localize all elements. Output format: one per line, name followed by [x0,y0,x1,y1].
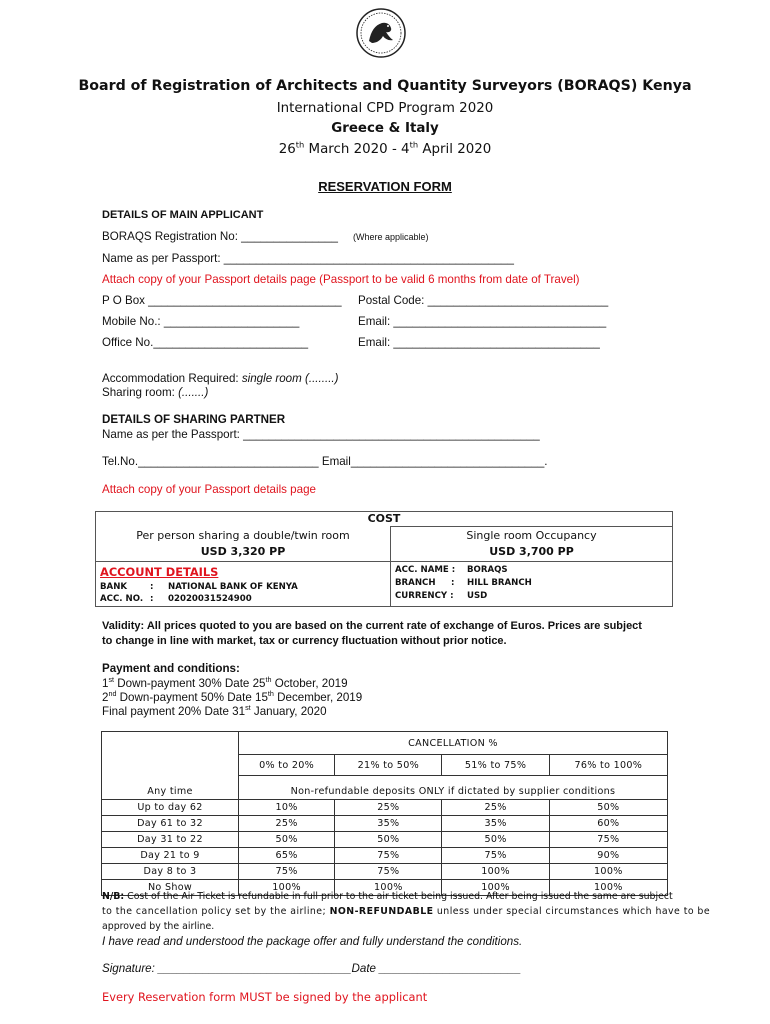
acc-name-row: ACC. NAME : BORAQS [395,564,508,575]
form-title: RESERVATION FORM [318,179,452,194]
po-box-field[interactable]: P O Box ______________________________ [102,294,342,307]
cancel-col-header: 76% to 100% [549,755,667,776]
reg-no-field[interactable]: BORAQS Registration No: _______________ [102,230,338,243]
partner-tel-email-field[interactable]: Tel.No.____________________________ Email______________________________. [102,455,548,468]
sharing-partner-heading: DETAILS OF SHARING PARTNER [102,413,286,426]
table-row: Up to day 62 10% 25% 25% 50% [102,800,668,816]
table-row: Day 31 to 22 50% 50% 50% 75% [102,832,668,848]
payment-line-2: 2nd Down-payment 50% Date 15th December, 2019 [102,689,363,704]
partner-name-field[interactable]: Name as per the Passport: ______________________________________________ [102,428,540,441]
cancel-corner-cell [102,732,239,785]
signature-date-line[interactable]: Signature: ______________________________Date ______________________ [102,962,522,975]
account-details-heading: ACCOUNT DETAILS [100,564,219,579]
branch-row: BRANCH : HILL BRANCH [395,577,532,588]
passport-attach-note: Attach copy of your Passport details page (Passport to be valid 6 months from date of Travel) [102,273,580,286]
single-room-price: USD 3,700 PP [489,545,574,558]
acc-no-row: ACC. NO. : 02020031524900 [100,593,252,604]
single-room-label: Single room Occupancy [466,529,597,542]
note-line-2: to the cancellation policy set by the airline; NON-REFUNDABLE unless under special circumstances which have to be [102,906,711,917]
main-applicant-heading: DETAILS OF MAIN APPLICANT [102,209,264,221]
destination: Greece & Italy [331,121,439,136]
passport-name-field[interactable]: Name as per Passport: _____________________________________________ [102,252,514,265]
footer-note: Every Reservation form MUST be signed by the applicant [102,990,428,1004]
payment-heading: Payment and conditions: [102,662,240,675]
currency-row: CURRENCY : USD [395,590,488,601]
cancel-anytime-value: Non-refundable deposits ONLY if dictated by supplier conditions [239,784,668,800]
office-field[interactable]: Office No.________________________ [102,336,309,349]
postal-code-field[interactable]: Postal Code: ____________________________ [358,294,609,307]
table-row: No Show 100% 100% 100% 100% [102,880,668,896]
partner-attach-note: Attach copy of your Passport details page [102,483,316,496]
reg-no-note: (Where applicable) [353,232,429,242]
table-row: Day 8 to 3 75% 75% 100% 100% [102,864,668,880]
account-details-cell-right [391,561,673,606]
accommodation-line: Accommodation Required: single room (........) [102,372,339,385]
lion-emblem-icon [355,7,407,59]
account-details-cell [96,561,391,606]
program-title: International CPD Program 2020 [276,101,494,116]
single-room-cell [391,527,673,562]
double-room-cell [96,527,391,562]
payment-line-1: 1st Down-payment 30% Date 25th October, 2019 [102,675,348,690]
email-field-1[interactable]: Email: _________________________________ [358,315,607,328]
double-room-price: USD 3,320 PP [200,544,286,558]
cancel-col-header: 51% to 75% [442,755,549,776]
cost-table [95,511,673,607]
org-title: Board of Registration of Architects and Quantity Surveyors (BORAQS) Kenya [78,78,692,94]
validity-line-1: Validity: All prices quoted to you are based on the current rate of exchange of Euros. Prices are subject [102,620,642,632]
double-room-label: Per person sharing a double/twin room [136,528,350,542]
bank-row: BANK : NATIONAL BANK OF KENYA [100,581,298,592]
note-line-1: N/B: Cost of the Air Ticket is refundable in full prior to the air ticket being issued. After being issued the same are subject [102,891,673,902]
travel-dates: 26th March 2020 - 4th April 2020 [278,139,492,157]
cancel-col-header: 21% to 50% [335,755,442,776]
table-row: Day 61 to 32 25% 35% 35% 60% [102,816,668,832]
table-row: Day 21 to 9 65% 75% 75% 90% [102,848,668,864]
payment-line-3: Final payment 20% Date 31st January, 2020 [102,703,327,718]
cancel-col-header: 0% to 20% [239,755,335,776]
validity-line-2: to change in line with market, tax or currency fluctuation without prior notice. [102,635,507,647]
note-line-3: approved by the airline. [102,921,215,932]
cancellation-table [101,731,668,896]
acknowledgement: I have read and understood the package offer and fully understand the conditions. [102,935,523,948]
sharing-room-line: Sharing room: (.......) [102,386,209,399]
cancel-row-label: Any time [102,784,239,800]
mobile-field[interactable]: Mobile No.: _____________________ [102,315,300,328]
cancellation-heading: CANCELLATION % [239,732,668,755]
email-field-2[interactable]: Email: ________________________________ [358,336,600,349]
cost-heading: COST [96,512,673,527]
